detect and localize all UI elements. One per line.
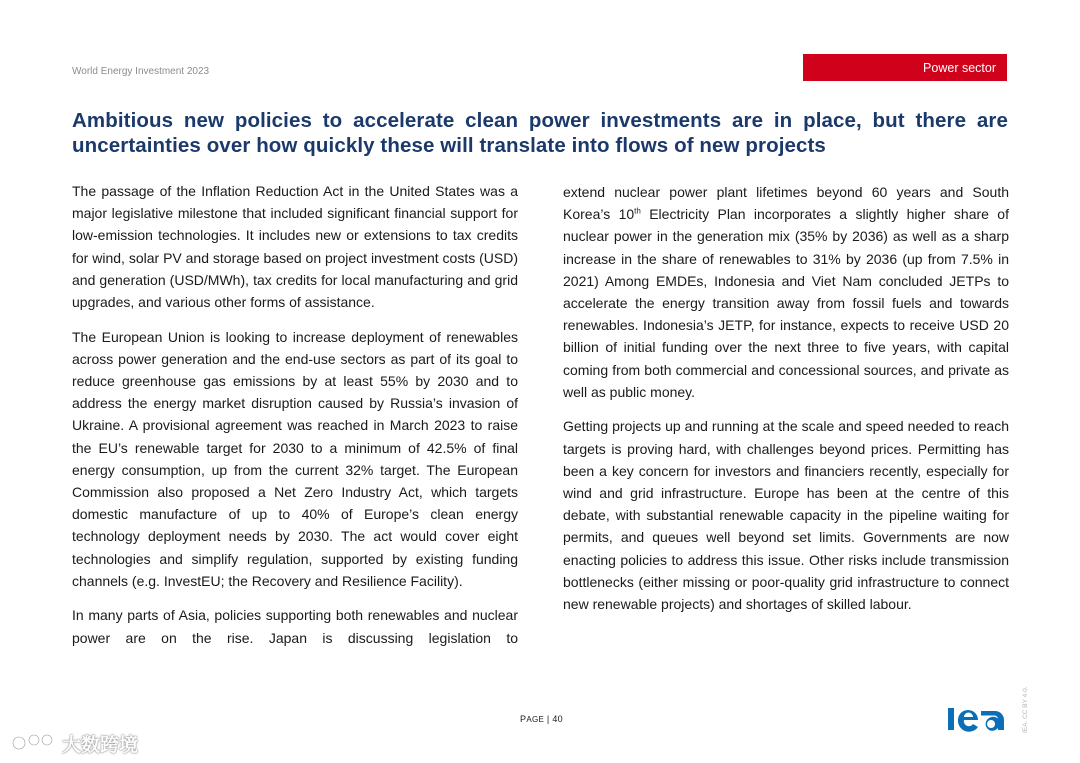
report-name: World Energy Investment 2023 (72, 66, 210, 77)
section-tag-label: Power sector (923, 60, 996, 75)
right-column (563, 181, 1009, 628)
left-paragraph-3: In many parts of Asia, policies supporting both renewables and nuclear power are on the rise. Japan is discussing legislation to (72, 607, 518, 646)
right-paragraph-1-start: extend nuclear power plant lifetimes beyond 60 years and South Korea’s 10 (563, 184, 1009, 223)
right-paragraph-1 (563, 181, 1009, 403)
watermark (10, 728, 138, 758)
right-paragraph-1-end: Electricity Plan incorporates a slightly higher share of nuclear power in the generation mix (35% by 2036) as well as a sharp increase in the share of renewables to 31% by 2036 (up from 7.5% in 2021) Among EMDEs, Indonesia and Viet Nam concluded JETPs to accelerate the energy transition away from fossil fuels and towards renewables. Indonesia’s JETP, for instance, expects to receive USD 20 billion of initial funding over the next three to five years, with capital coming from both commercial and concessional sources, and private as well as public money. (563, 206, 1009, 400)
page-label-initial: P (520, 714, 527, 724)
page-number (520, 714, 563, 724)
page-title: Ambitious new policies to accelerate clean power investments are in place, but there are uncertainties over how quickly these will translate into flows of new projects (72, 109, 1008, 157)
left-paragraph-1: The passage of the Inflation Reduction Act in the United States was a major legislative milestone that included significant financial support for low-emission technologies. It includes new or extensions to tax credits for wind, solar PV and storage based on project investment costs (USD) and generation (USD/MWh), tax credits for local manufacturing and grid upgrades, and various other forms of assistance. (72, 183, 518, 311)
page-label-rest: AGE (526, 715, 545, 724)
section-tag (803, 54, 1007, 81)
license-text: IEA. CC BY 4.0. (1022, 686, 1029, 733)
page-separator: | (544, 714, 553, 724)
page-number-value: 40 (552, 714, 563, 724)
iea-logo-icon (946, 703, 1008, 733)
ordinal-superscript: th (634, 206, 641, 216)
watermark-logo-icon (10, 730, 56, 756)
right-paragraph-2: Getting projects up and running at the scale and speed needed to reach targets is proving hard, with challenges beyond prices. Permitting has been a key concern for investors and financiers recently, especially for wind and grid infrastructure. Europe has been at the centre of this debate, with substantial renewable capacity in the pipeline waiting for permits, and queues well beyond set limits. Governments are now enacting policies to address this issue. Other risks include transmission bottlenecks (either missing or poor-quality grid infrastructure to connect new renewable projects) and shortages of skilled labour. (563, 418, 1009, 613)
left-paragraph-2: The European Union is looking to increase deployment of renewables across power generation and the end-use sectors as part of its goal to reduce greenhouse gas emissions by at least 55% by 2030 and to address the energy market disruption caused by Russia’s invasion of Ukraine. A provisional agreement was reached in March 2023 to raise the EU’s renewable target for 2030 to a minimum of 42.5% of final energy consumption, up from the current 32% target. The European Commission also proposed a Net Zero Industry Act, which targets domestic manufacture of up to 40% of Europe’s clean energy technology deployment needs by 2030. The act would cover eight technologies and simplify regulation, supported by existing funding channels (e.g. InvestEU; the Recovery and Resilience Facility). (72, 328, 518, 589)
watermark-text: 大数跨境 (62, 734, 139, 756)
left-column (72, 180, 518, 661)
